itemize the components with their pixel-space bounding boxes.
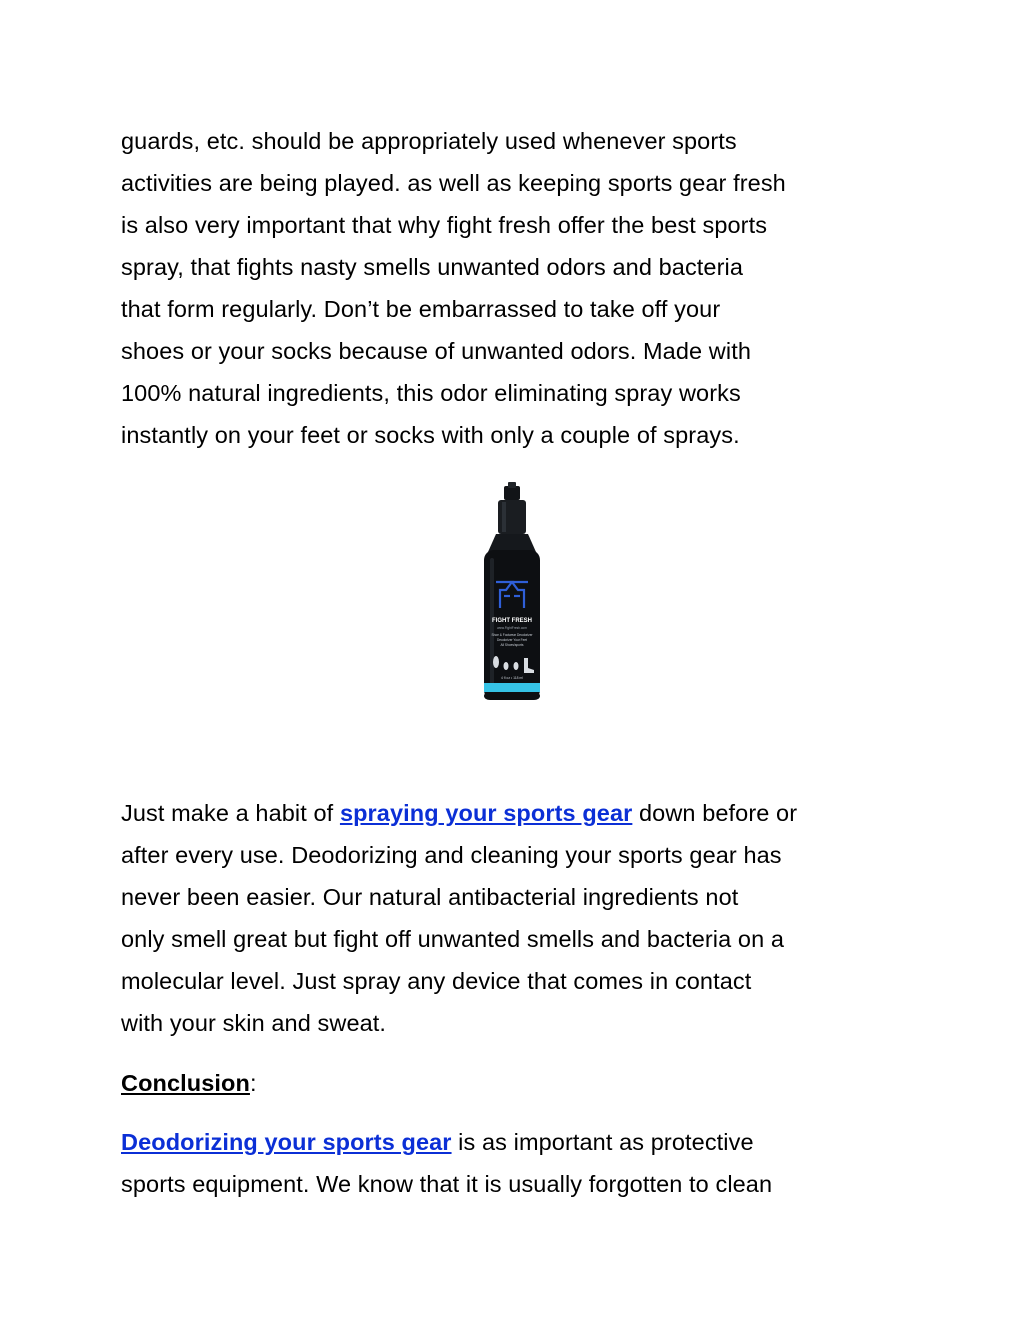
spray-nozzle xyxy=(504,486,520,500)
text-line: shoes or your socks because of unwanted odors. Made with xyxy=(121,338,752,364)
text-line xyxy=(121,1062,911,1104)
label-band xyxy=(484,683,540,692)
desc-label: Deodorizer Your Feet xyxy=(496,638,528,642)
text-line: spray, that fights nasty smells unwanted odors and bacteria xyxy=(121,254,744,280)
heading-colon: : xyxy=(249,1070,257,1096)
bottle-shoulder xyxy=(488,534,536,552)
text-line: after every use. Deodorizing and cleaning your sports gear has xyxy=(121,842,782,868)
volume-label: 4 fl oz • 118 ml xyxy=(500,676,524,680)
text-line: with your skin and sweat. xyxy=(121,1010,387,1036)
spray-bottle-image xyxy=(440,480,590,705)
website-label: www.FightFresh.com xyxy=(497,626,527,630)
text-line: guards, etc. should be appropriately used whenever sports xyxy=(121,128,737,154)
text-segment: is as important as protective xyxy=(451,1129,754,1155)
conclusion-heading: Conclusion xyxy=(121,1070,250,1096)
text-line xyxy=(121,1121,911,1163)
text-segment: down before or xyxy=(632,800,798,826)
text-segment: Just make a habit of xyxy=(121,800,340,826)
desc-label: All Shoes/sports xyxy=(500,643,524,647)
deodorizing-sports-gear-link[interactable]: Deodorizing your sports gear xyxy=(121,1129,452,1155)
spraying-sports-gear-link[interactable]: spraying your sports gear xyxy=(339,800,633,826)
text-line: sports equipment. We know that it is usually forgotten to clean xyxy=(121,1171,773,1197)
desc-label: Shoe & Footwear Deodorizer xyxy=(491,633,533,637)
body-paragraph-spray xyxy=(121,792,911,1044)
body-paragraph-conclusion xyxy=(121,1121,911,1205)
text-line: activities are being played. as well as keeping sports gear fresh xyxy=(121,170,786,196)
text-line: never been easier. Our natural antibacterial ingredients not xyxy=(121,884,739,910)
text-line: only smell great but fight off unwanted smells and bacteria on a xyxy=(121,926,785,952)
body-paragraph-intro xyxy=(121,120,911,456)
brand-label: FIGHT FRESH xyxy=(492,618,532,624)
text-line: is also very important that why fight fresh offer the best sports xyxy=(121,212,768,238)
text-line: 100% natural ingredients, this odor eliminating spray works xyxy=(121,380,741,406)
text-line: instantly on your feet or socks with only a couple of sprays. xyxy=(121,422,740,448)
conclusion-heading-block xyxy=(121,1062,911,1104)
text-line: that form regularly. Don’t be embarrassed to take off your xyxy=(121,296,721,322)
text-line: molecular level. Just spray any device that comes in contact xyxy=(121,968,752,994)
text-line xyxy=(121,792,911,834)
